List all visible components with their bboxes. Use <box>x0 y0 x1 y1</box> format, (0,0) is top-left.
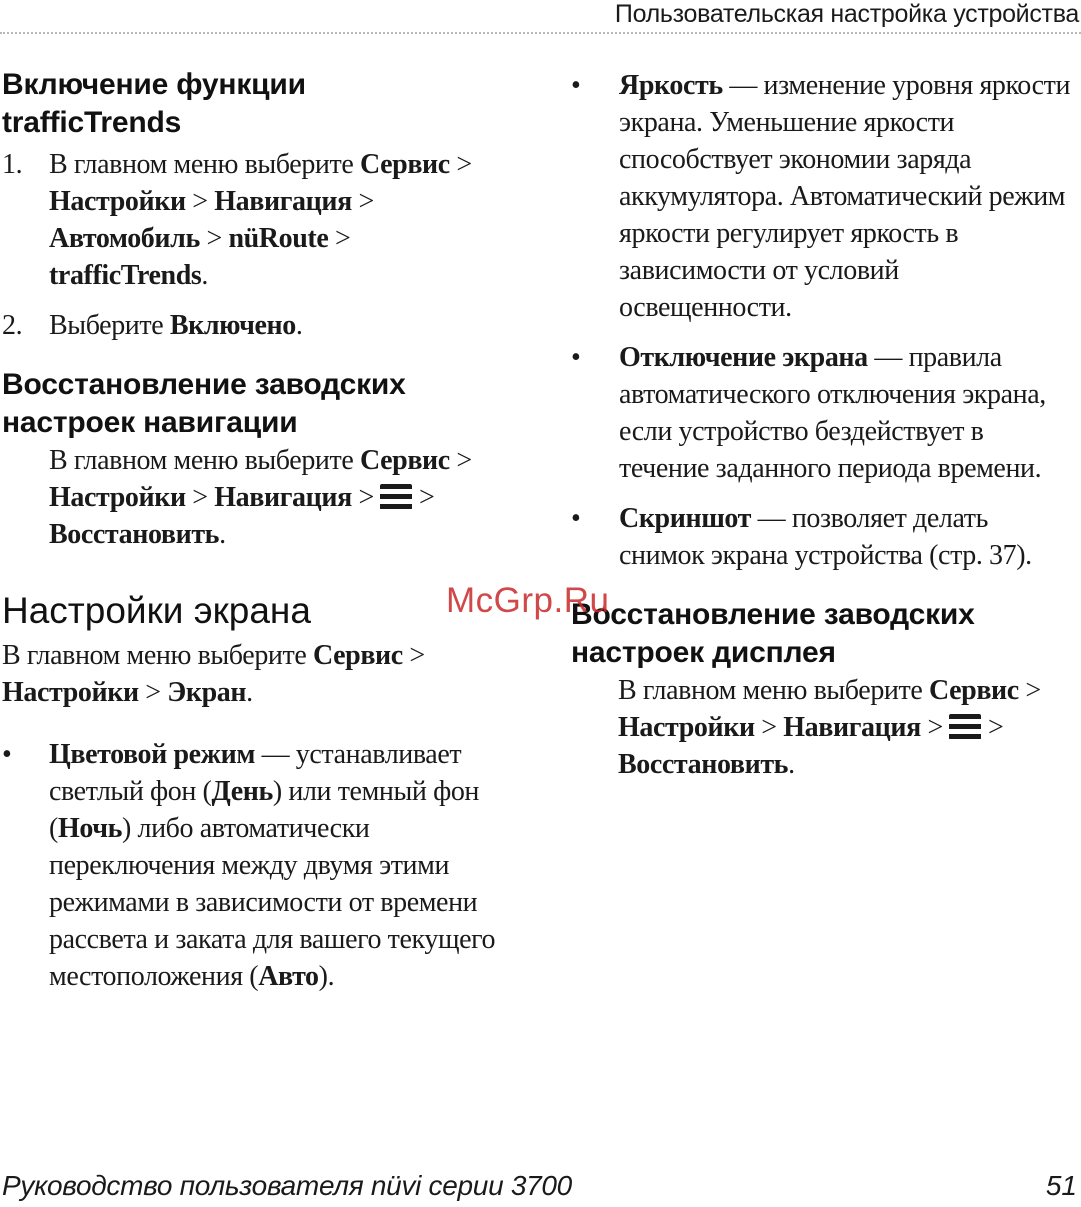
display-reset-instructions: В главном меню выберите Сервис > Настройки > Навигация > > Восстановить. <box>618 675 1041 780</box>
color-mode-label: Цветовой режим <box>49 739 255 770</box>
navigation-label: Навигация <box>214 186 352 217</box>
screen-timeout-item: • Отключение экрана — правила автоматического отключения экрана, если устройство бездействует в течение заданного периода времени. <box>571 339 1074 487</box>
traffictrends-label: trafficTrends <box>49 260 202 291</box>
traffic-step-1: 1. В главном меню выберите Сервис > Настройки > Навигация > Автомобиль > nüRoute > trafficTrends. <box>2 146 522 294</box>
screen-settings-heading: Настройки экрана <box>2 590 311 631</box>
nav-reset-heading: Восстановление заводских настроек навигации <box>2 368 406 439</box>
screen-label: Экран <box>167 677 247 708</box>
screenshot-label: Скриншот <box>619 503 752 534</box>
color-mode-item: • Цветовой режим — устанавливает светлый фон (День) или темный фон (Ночь) либо автоматически переключения между двумя этими режимами в зависимости от времени рассвета и заката для вашего текущего местоположения (Авто). <box>2 736 499 995</box>
brightness-label: Яркость <box>619 70 723 101</box>
service-label: Сервис <box>359 149 450 180</box>
page-header: Пользовательская настройка устройства <box>614 0 1079 28</box>
traffic-trends-heading: Включение функции trafficTrends <box>2 68 306 139</box>
watermark: McGrp.Ru <box>446 581 610 620</box>
left-column <box>2 66 522 995</box>
bullet: • <box>571 503 581 534</box>
bullet: • <box>571 342 581 373</box>
car-label: Автомобиль <box>49 223 200 254</box>
nav-reset-instructions: В главном меню выберите Сервис > Настройки > Навигация > > Восстановить. <box>49 445 472 550</box>
display-reset-heading: Восстановление заводских настроек дисплея <box>571 598 975 669</box>
menu-icon <box>949 714 981 740</box>
menu-icon <box>380 484 412 510</box>
restore-label: Восстановить <box>49 519 220 550</box>
page-number: 51 <box>1045 1170 1077 1201</box>
step-number: 2. <box>2 310 23 341</box>
bullet: • <box>571 70 581 101</box>
restore-label: Восстановить <box>618 749 789 780</box>
step-number: 1. <box>2 149 23 180</box>
bullet: • <box>2 739 12 770</box>
settings-label: Настройки <box>49 186 186 217</box>
screenshot-item: • Скриншот — позволяет делать снимок экрана устройства (стр. 37). <box>571 500 1074 574</box>
screen-settings-instructions: В главном меню выберите Сервис > Настройки > Экран. <box>2 640 425 708</box>
enabled-label: Включено <box>169 310 296 341</box>
nuroute-label: nüRoute <box>228 223 329 254</box>
right-column <box>571 66 1076 783</box>
header-divider <box>0 32 1081 34</box>
traffic-step-2: 2. Выберите Включено. <box>2 307 522 344</box>
footer-manual-title: Руководство пользователя nüvi серии 3700 <box>2 1170 572 1201</box>
screen-timeout-label: Отключение экрана <box>619 342 868 373</box>
brightness-item: • Яркость — изменение уровня яркости экрана. Уменьшение яркости способствует экономии заряда аккумулятора. Автоматический режим яркости регулирует яркость в зависимости от условий освещенности. <box>571 67 1074 326</box>
